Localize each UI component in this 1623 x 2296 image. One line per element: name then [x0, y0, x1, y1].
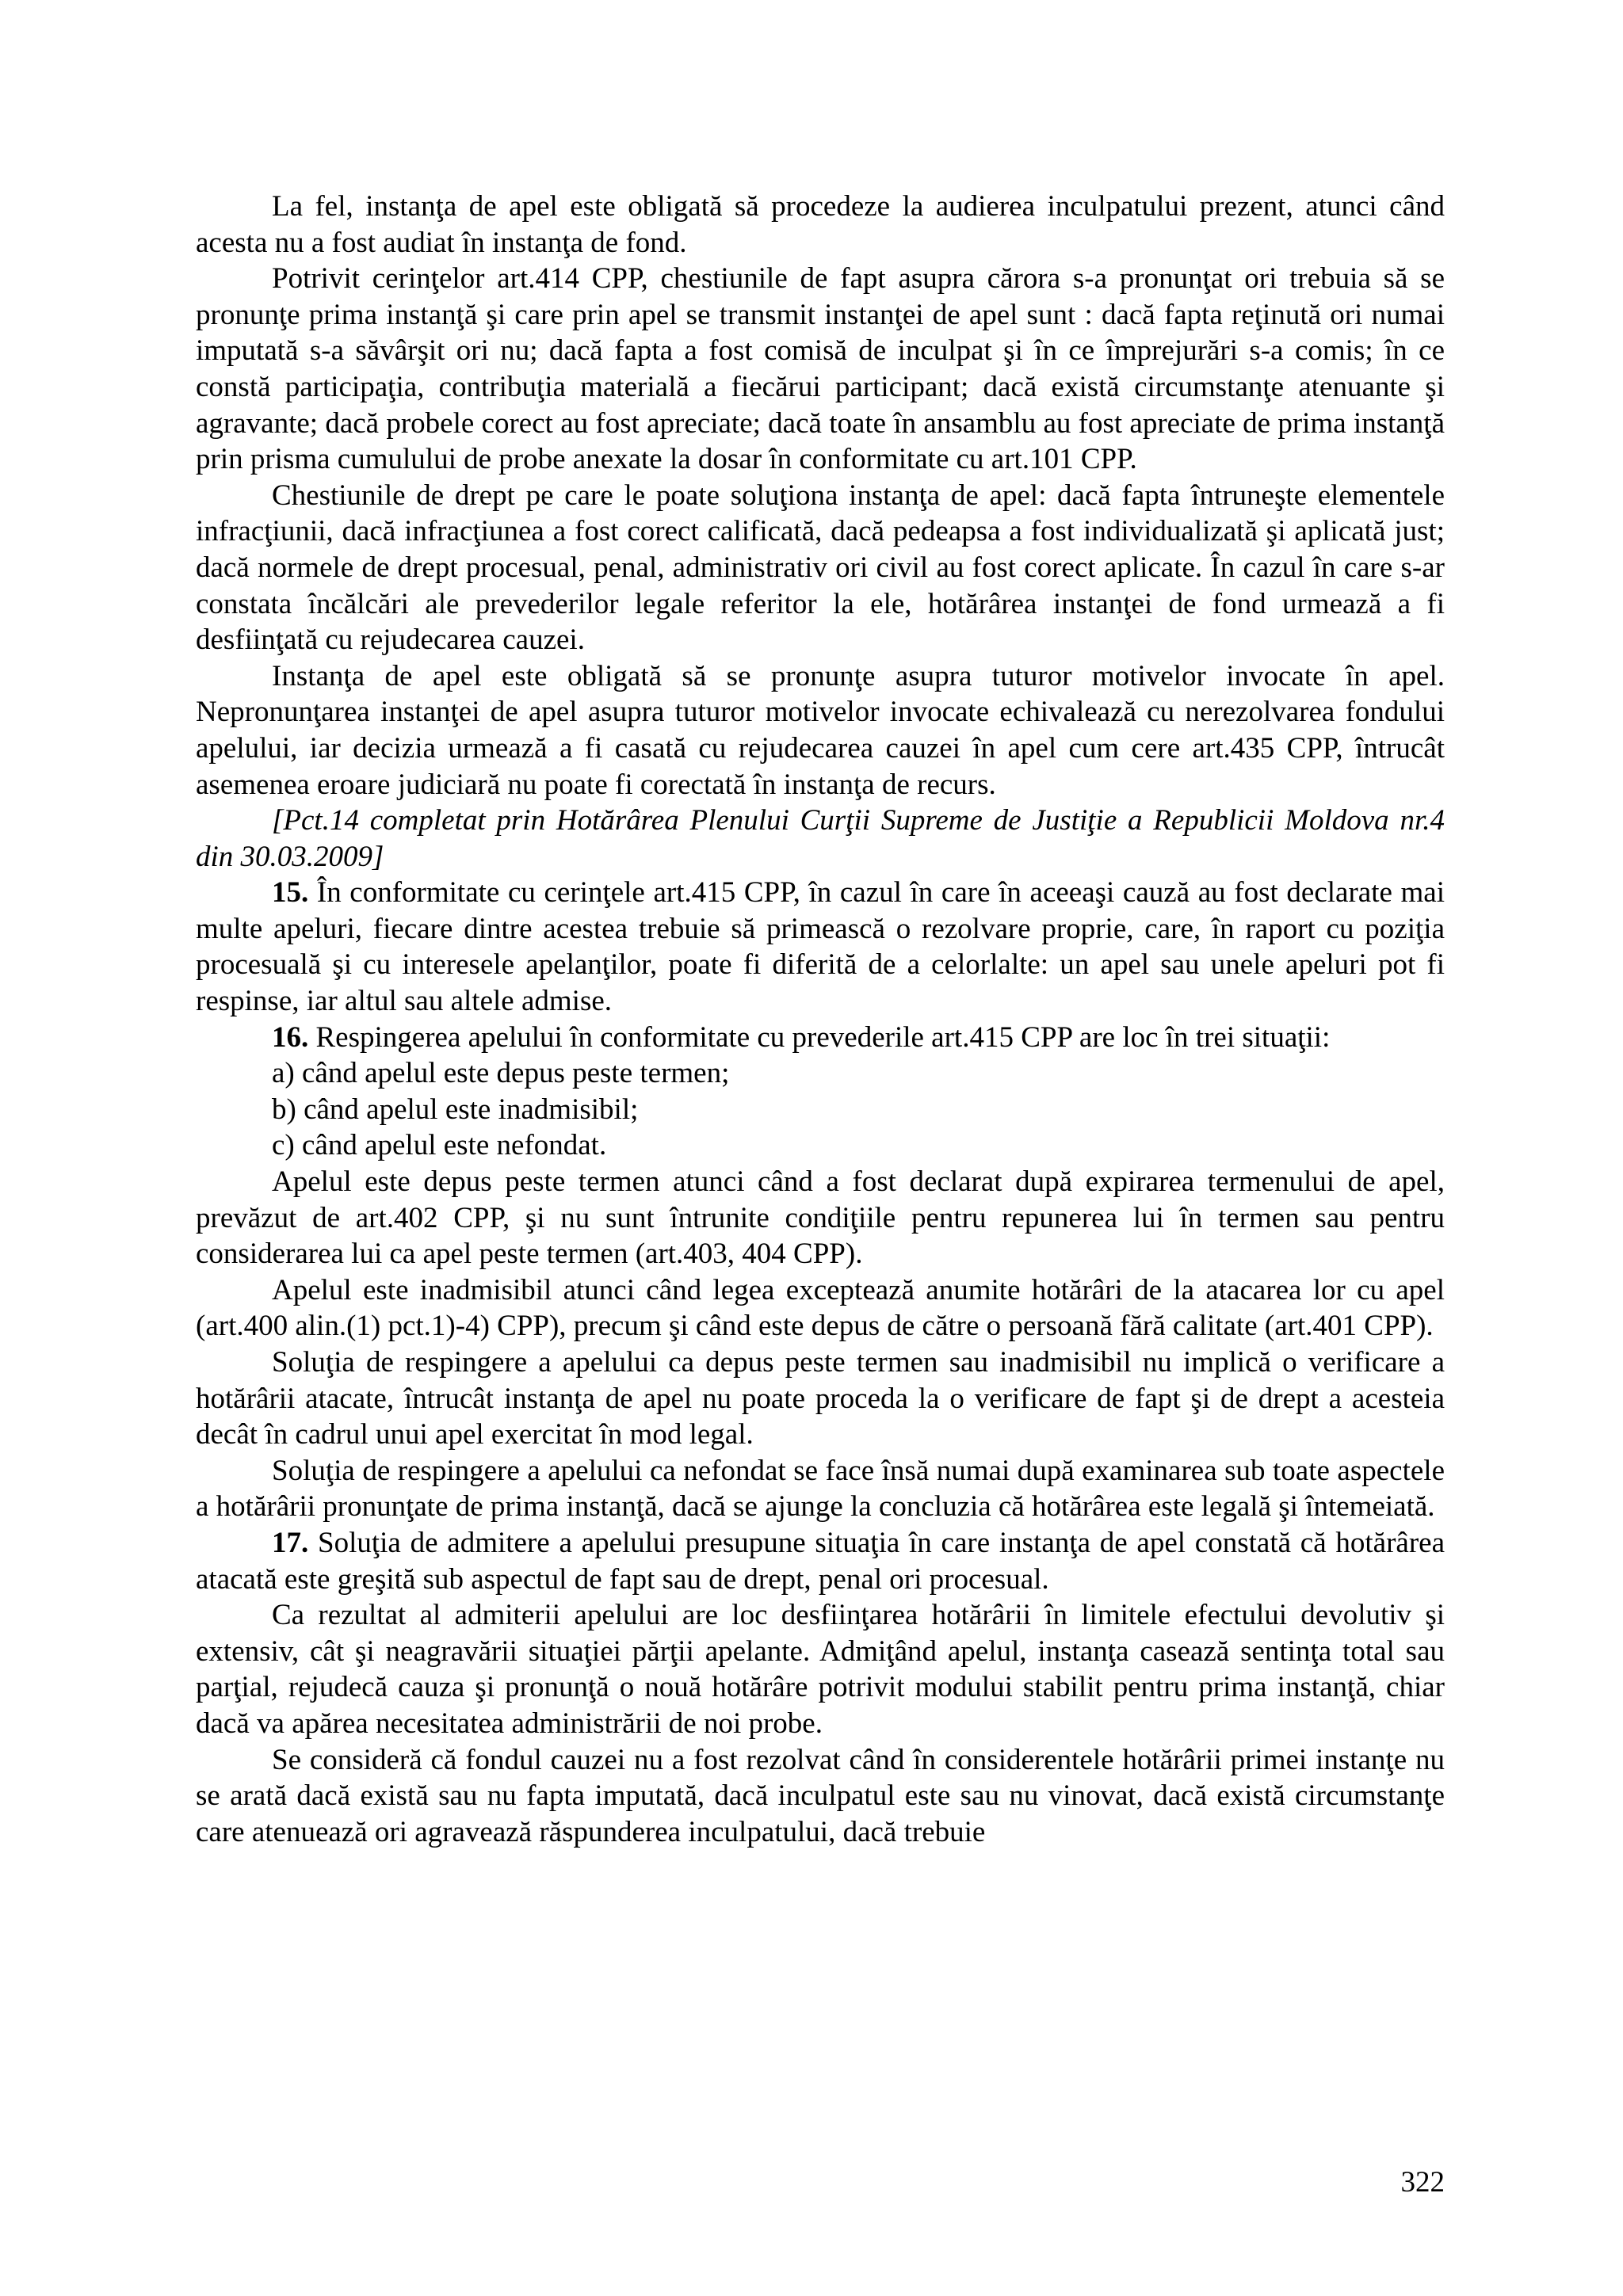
- paragraph-number: 16.: [272, 1020, 309, 1054]
- paragraph: Ca rezultat al admiterii apelului are loc desfiinţarea hotărârii în limitele efectului devolutiv şi extensiv, cât şi neagravării situaţiei părţii apelante. Admiţând apelul, instanţa casează sentinţa total sau parţial, rejudecă cauza şi pronunţă o nouă hotărâre potrivit modului stabilit pentru prima instanţă, chiar dacă va apărea necesitatea administrării de noi probe.: [196, 1599, 1445, 1740]
- paragraph: Potrivit cerinţelor art.414 CPP, chestiunile de fapt asupra cărora s-a pronunţat ori trebuia să se pronunţe prima instanţă şi care prin apel se transmit instanţei de apel sunt : dacă fapta reţinută ori numai imputată s-a săvârşit ori nu; dacă fapta a fost comisă de inculpat şi în ce împrejurări s-a comis; în ce constă participaţia, contribuţia materială a fiecărui participant; dacă există circumstanţe atenuante şi agravante; dacă probele corect au fost apreciate; dacă toate în ansamblu au fost apreciate de prima instanţă prin prisma cumulului de probe anexate la dosar în conformitate cu art.101 CPP.: [196, 262, 1445, 476]
- paragraph: Se consideră că fondul cauzei nu a fost rezolvat când în considerentele hotărârii primei instanţe nu se arată dacă există sau nu fapta imputată, dacă inculpatul este sau nu vinovat, dacă există circumstanţe care atenuează ori agravează răspunderea inculpatului, dacă trebuie: [196, 1743, 1445, 1848]
- paragraph: Soluţia de respingere a apelului ca nefondat se face însă numai după examinarea sub toate aspectele a hotărârii pronunţate de prima instanţă, dacă se ajunge la concluzia că hotărârea este legală şi întemeiată.: [196, 1454, 1445, 1524]
- list-item: c) când apelul este nefondat.: [272, 1129, 607, 1162]
- list-item: b) când apelul este inadmisibil;: [272, 1093, 639, 1126]
- paragraph: Apelul este inadmisibil atunci când legea exceptează anumite hotărâri de la atacarea lor cu apel (art.400 alin.(1) pct.1)-4) CPP), precum şi când este depus de către o persoană fără calitate (art.401 CPP).: [196, 1273, 1445, 1343]
- page-number: 322: [1400, 2166, 1445, 2199]
- paragraph: Instanţa de apel este obligată să se pronunţe asupra tuturor motivelor invocate în apel. Nepronunţarea instanţei de apel asupra tuturor motivelor invocate echivalează cu nerezolvarea fondului apelului, iar decizia urmează a fi casată cu rejudecarea cauzei în apel cum cere art.435 CPP, întrucât asemenea eroare judiciară nu poate fi corectată în instanţa de recurs.: [196, 659, 1445, 801]
- paragraph: Apelul este depus peste termen atunci când a fost declarat după expirarea termenului de apel, prevăzut de art.402 CPP, şi nu sunt întrunite condiţiile pentru repunerea lui în termen sau pentru considerarea lui ca apel peste termen (art.403, 404 CPP).: [196, 1165, 1445, 1271]
- paragraph-number: 15.: [272, 876, 309, 910]
- paragraph-15: 15. În conformitate cu cerinţele art.415 CPP, în cazul în care în aceeaşi cauză au fost declarate mai multe apeluri, fiecare dintre acestea trebuie să primească o rezolvare proprie, care, în raport cu poziţia procesuală şi cu interesele apelanţilor, poate fi diferită de a celorlalte: un apel sau unele apeluri pot fi respinse, iar altul sau altele admise.: [196, 876, 1445, 1018]
- paragraph-number: 17.: [272, 1526, 309, 1559]
- paragraph: Chestiunile de drept pe care le poate soluţiona instanţa de apel: dacă fapta întruneşte elementele infracţiunii, dacă infracţiunea a fost corect calificată, dacă pedeapsa a fost individualizată şi aplicată just; dacă normele de drept procesual, penal, administrativ ori civil au fost corect aplicate. În cazul în care s-ar constata încălcări ale prevederilor legale referitor la ele, hotărârea instanţei de fond urmează a fi desfiinţată cu rejudecarea cauzei.: [196, 479, 1445, 657]
- amendment-note: [Pct.14 completat prin Hotărârea Plenului Curţii Supreme de Justiţie a Republicii Moldova nr.4 din 30.03.2009]: [196, 804, 1445, 873]
- paragraph-16: 16. Respingerea apelului în conformitate cu prevederile art.415 CPP are loc în trei situaţii:: [272, 1020, 1331, 1054]
- paragraph: La fel, instanţa de apel este obligată să procedeze la audierea inculpatului prezent, atunci când acesta nu a fost audiat în instanţa de fond.: [196, 190, 1445, 259]
- list-item: a) când apelul este depus peste termen;: [272, 1057, 730, 1090]
- paragraph-17: 17. Soluţia de admitere a apelului presupune situaţia în care instanţa de apel constată că hotărârea atacată este greşită sub aspectul de fapt sau de drept, penal ori procesual.: [196, 1526, 1445, 1596]
- document-body: [196, 189, 1445, 1850]
- paragraph: Soluţia de respingere a apelului ca depus peste termen sau inadmisibil nu implică o verificare a hotărârii atacate, întrucât instanţa de apel nu poate proceda la o verificare de fapt şi de drept a acesteia decât în cadrul unui apel exercitat în mod legal.: [196, 1346, 1445, 1451]
